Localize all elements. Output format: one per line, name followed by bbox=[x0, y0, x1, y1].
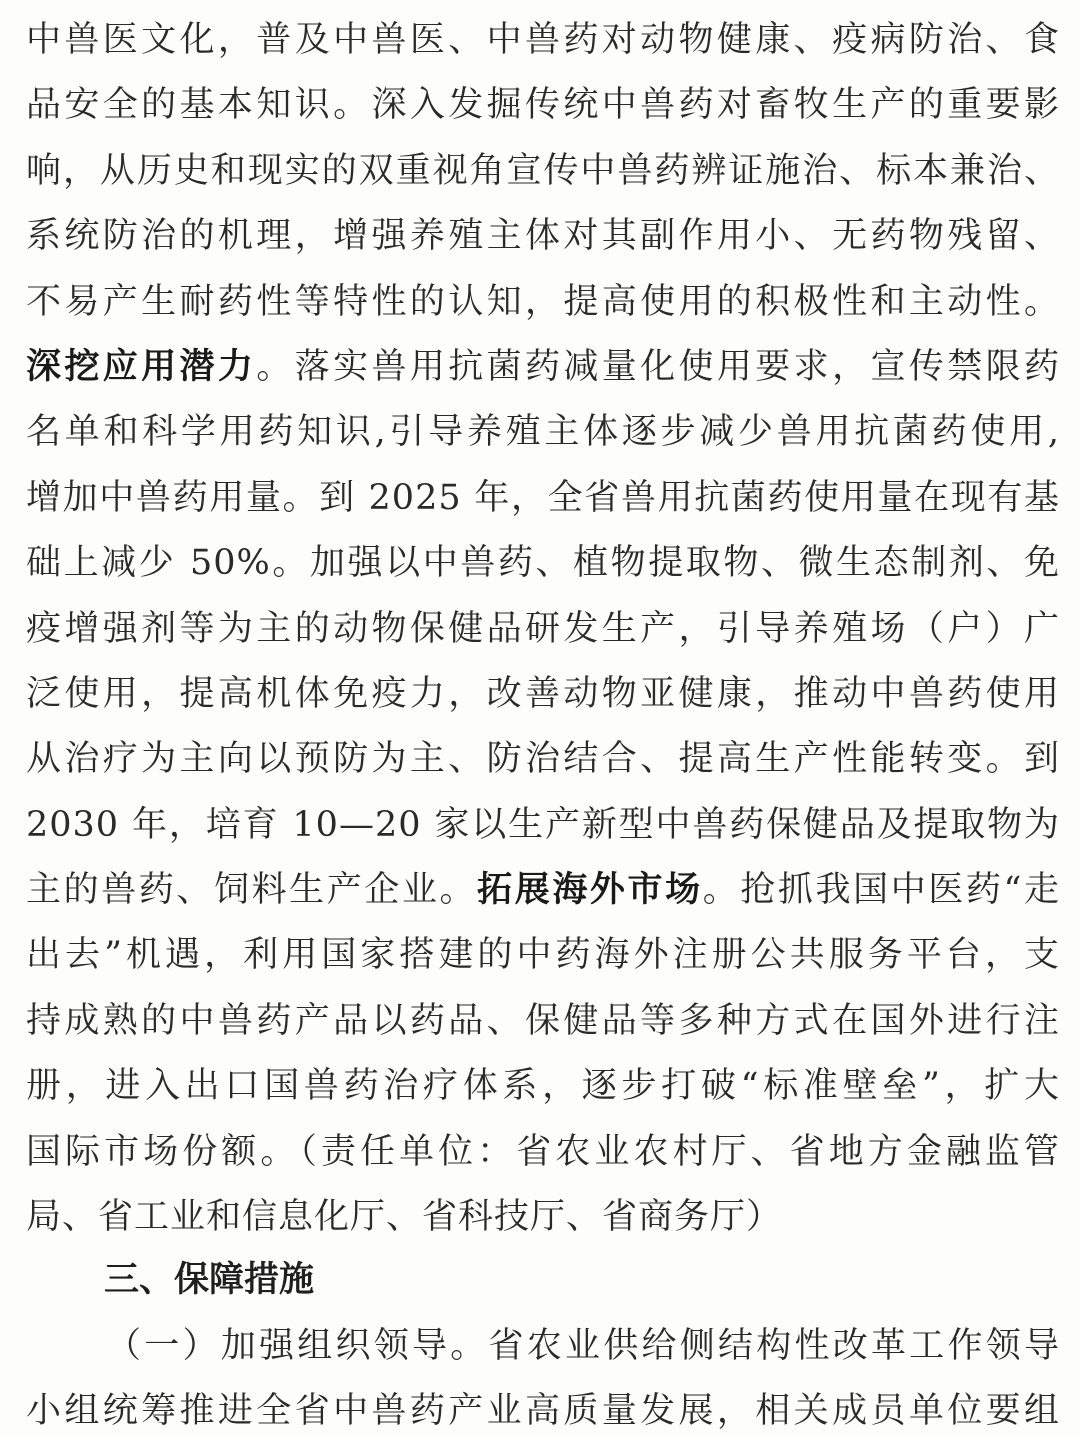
text-line: 小组统筹推进全省中兽药产业高质量发展，相关成员单位要组 bbox=[26, 1391, 1060, 1432]
text-line: 册，进入出口国兽药治疗体系，逐步打破“标准壁垒”，扩大 bbox=[26, 1066, 1060, 1107]
text-line: 从治疗为主向以预防为主、防治结合、提高生产性能转变。到 bbox=[26, 739, 1060, 780]
subsection-body bbox=[26, 1314, 1060, 1445]
text-segment: 。抢抓我国中医药“走 bbox=[702, 870, 1060, 911]
text-line: 中兽医文化，普及中兽医、中兽药对动物健康、疫病防治、食 bbox=[26, 20, 1060, 60]
text-line: 础上减少 50%。加强以中兽药、植物提取物、微生态制剂、免 bbox=[26, 543, 1060, 584]
text-segment: 主的兽药、饲料生产企业。 bbox=[26, 870, 478, 911]
text-line: 国际市场份额。（责任单位：省农业农村厅、省地方金融监管 bbox=[26, 1131, 1060, 1172]
text-line: 2030 年，培育 10—20 家以生产新型中兽药保健品及提取物为 bbox=[26, 804, 1060, 845]
text-line: 持成熟的中兽药产品以药品、保健品等多种方式在国外进行注 bbox=[26, 1000, 1060, 1041]
text-line: 不易产生耐药性等特性的认知，提高使用的积极性和主动性。 bbox=[26, 281, 1060, 322]
text-line: 泛使用，提高机体免疫力，改善动物亚健康，推动中兽药使用 bbox=[26, 673, 1060, 714]
text-line: 响，从历史和现实的双重视角宣传中兽药辨证施治、标本兼治、 bbox=[26, 150, 1060, 191]
text-line: 出去”机遇，利用国家搭建的中药海外注册公共服务平台，支 bbox=[26, 935, 1060, 976]
text-line-last: 局、省工业和信息化厅、省科技厅、省商务厅） bbox=[26, 1197, 783, 1238]
text-line: 品安全的基本知识。深入发掘传统中兽药对畜牧生产的重要影 bbox=[26, 85, 1060, 126]
text-line: 疫增强剂等为主的动物保健品研发生产，引导养殖场（户）广 bbox=[26, 608, 1060, 649]
text-line-with-bold bbox=[26, 335, 1060, 400]
bold-phrase-expand-overseas: 拓展海外市场 bbox=[477, 870, 703, 911]
text-line: 增加中兽药用量。到 2025 年，全省兽用抗菌药使用量在现有基 bbox=[26, 477, 1060, 518]
bold-phrase-deepen-application: 深挖应用潜力 bbox=[26, 346, 257, 387]
text-segment: 。落实兽用抗菌药减量化使用要求，宣传禁限药 bbox=[256, 346, 1060, 387]
document-body bbox=[26, 8, 1060, 1250]
section-heading: 三、保障措施 bbox=[104, 1260, 315, 1300]
subsection-lead-line: （一）加强组织领导。省农业供给侧结构性改革工作领导 bbox=[106, 1326, 1060, 1366]
text-line: 系统防治的机理，增强养殖主体对其副作用小、无药物残留、 bbox=[26, 216, 1060, 257]
text-line-with-bold bbox=[26, 858, 1060, 923]
text-line: 名单和科学用药知识,引导养殖主体逐步减少兽用抗菌药使用, bbox=[26, 412, 1060, 453]
